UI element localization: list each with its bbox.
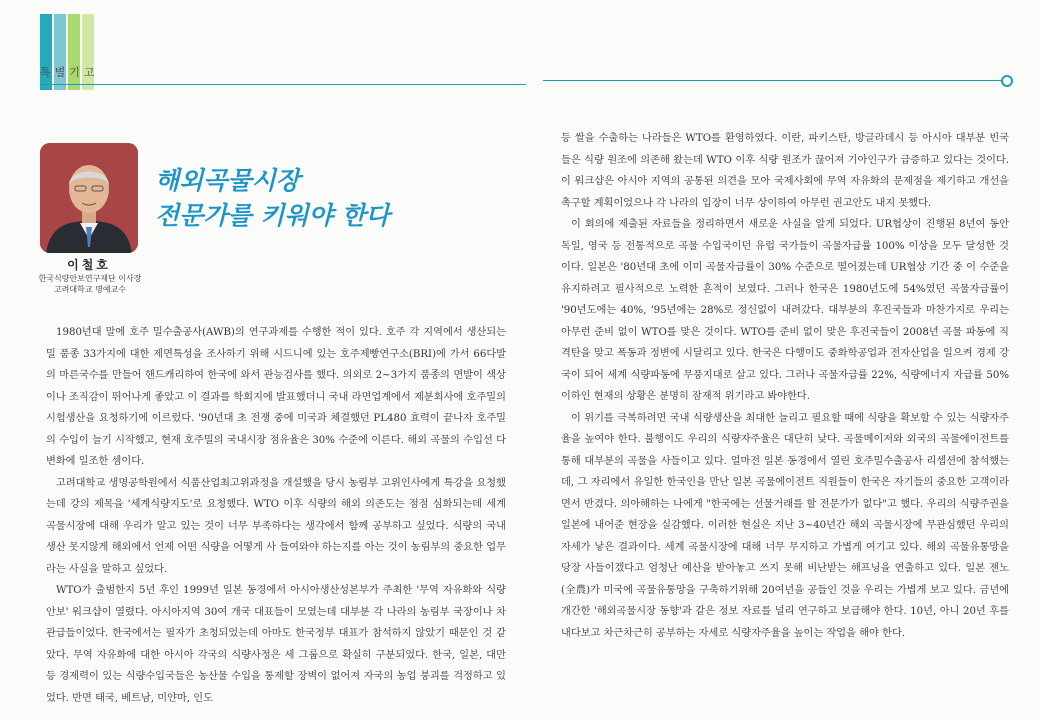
author-name: 이철호 xyxy=(67,258,111,272)
body-paragraph: 고려대학교 생명공학원에서 식품산업최고위과정을 개설했을 당시 농림부 고위인사에게 특강을 요청했는데 강의 제목을 '세계식량지도'로 요청했다. WTO 이후 식량의 해외 의존도는 점점 심화되는데 세계 곡물시장에 대해 우리가 알고 있는 것이 너무 부족하다는 생각에서 함께 공부하고 싶었다. 식량의 국내 생산 못지않게 해외에서 언제 어떤 식량을 어떻게 사 들여와야 하는지를 아는 것이 농림부의 중요한 업무라는 사실을 말하고 싶었다. xyxy=(46,477,506,575)
author-affiliation-1: 한국식량안보연구재단 이사장 xyxy=(38,274,142,283)
header-rule-left xyxy=(40,84,526,85)
body-paragraph: 이 회의에 제출된 자료들을 정리하면서 새로운 사실을 알게 되었다. UR협상이 진행된 8년여 동안 독일, 영국 등 전통적으로 곡물 수입국이던 유럽 국가들이 곡물자급률 100% 이상을 모두 달성한 것이다. 일본은 '80년대 초에 이미 곡물자급률이 30% 수준으로 떨어졌는데 UR협상 기간 중 이 수준을 유지하려고 필사적으로 노력한 흔적이 보였다. 그러나 한국은 1980년도에 54%였던 곡물자급률이 '90년도에는 40%, '95년에는 28%로 정신없이 내려갔다. 대부분의 후진국들과 마찬가지로 우리는 아무런 준비 없이 WTO를 맞은 것이다. WTO를 준비 없이 맞은 후진국들이 2008년 곡물 파동에 직격탄을 맞고 폭동과 정변에 시달리고 있다. 한국은 다행이도 중화학공업과 전자산업을 일으켜 경제 강국이 되어 세계 식량파동에 무풍지대로 살고 있다. 그러나 곡물자급률 22%, 식량에너지 자급률 50% 이하인 현재의 상황은 분명히 잠재적 위기라고 봐야한다. xyxy=(561,219,1009,402)
body-paragraph: 이 위기를 극복하려면 국내 식량생산을 최대한 늘리고 필요할 때에 식량을 확보할 수 있는 식량자주율을 높여야 한다. 불행이도 우리의 식량자주율은 대단히 낮다. 곡물메이저와 외국의 곡물에이전트를 통해 대부분의 곡물을 사들이고 있다. 얼마전 일본 동경에서 열린 호주밀수출공사 리셉션에 참석했는데, 그 자리에서 유일한 한국인을 만난 일본 곡물에이전트 직원들이 한국은 자기들의 중요한 고객이라면서 반겼다. 의아해하는 나에게 "한국에는 선물거래를 할 전문가가 없다"고 했다. 우리의 식량주권을 일본에 내어준 현장을 실감했다. 이러한 현실은 지난 3~40년간 해외 곡물시장에 무관심했던 우리의 자세가 낳은 결과이다. 세계 곡물시장에 대해 너무 무지하고 가볍게 여기고 있다. 해외 곡물유통망을 당장 사들이겠다고 엄청난 예산을 받아놓고 쓰지 못해 비난받는 해프닝을 연출하고 있다. 일본 젠노(全農)가 미국에 곡물유통망을 구축하기위해 20여년을 공들인 것을 우리는 가볍게 보고 있다. 금년에 개간한 '해외곡물시장 동향'과 같은 정보 자료를 널리 연구하고 보급해야 한다. 10년, 아니 20년 후를 내다보고 차근차근히 공부하는 자세로 식량자주율을 높이는 작업을 해야 한다. xyxy=(561,412,1009,639)
body-column-right xyxy=(561,128,1009,644)
author-photo xyxy=(40,143,138,253)
body-column-left xyxy=(46,322,506,709)
section-label: 특별기고 xyxy=(40,66,99,79)
header-rule-right xyxy=(543,80,1003,81)
header-rule-end-marker xyxy=(1001,75,1013,87)
body-paragraph: 1980년대 말에 호주 밀수출공사(AWB)의 연구과제를 수행한 적이 있다. 호주 각 지역에서 생산되는 밀 품종 33가지에 대한 제면특성을 조사하기 위해 시드니에 있는 호주제빵연구소(BRI)에 가서 66다발의 마른국수를 만들어 핸드캐리하여 한국에 와서 관능검사를 했다. 의외로 2~3가지 품종의 면발이 색상이나 조직감이 뛰어나게 좋았고 이 결과를 학회지에 발표했더니 국내 라면업계에서 제분회사에 호주밀의 시험생산을 요청하기에 이르렀다. '90년대 초 전쟁 중에 미국과 체결했던 PL480 효력이 끝나자 호주밀의 수입이 늘기 시작했고, 현재 호주밀의 국내시장 점유율은 30% 수준에 이른다. 해외 곡물의 수입선 다변화에 일조한 셈이다. xyxy=(46,327,506,467)
article-title xyxy=(155,163,390,233)
body-paragraph: 등 쌀을 수출하는 나라들은 WTO를 환영하였다. 이란, 파키스탄, 방글라데시 등 아시아 대부분 빈국들은 식량 원조에 의존해 왔는데 WTO 이후 식량 원조가 끊어져 기아인구가 급증하고 있다는 것이다. 이 워크샵은 아시아 지역의 공통된 의견을 모아 국제사회에 무역 자유화의 문제점을 제기하고 개선을 촉구할 계획이었으나 각 나라의 입장이 너무 상이하여 아무런 권고안도 내지 못했다. xyxy=(561,133,1009,209)
article-title-line-2: 전문가를 키워야 한다 xyxy=(155,201,390,230)
body-paragraph: WTO가 출범한지 5년 후인 1999년 일본 동경에서 아시아생산성본부가 주최한 '무역 자유화와 식량 안보' 워크샵이 열렸다. 아시아지역 30여 개국 대표들이 모였는데 대부분 각 나라의 농림부 국장이나 차관급들이었다. 한국에서는 필자가 초청되었는데 아마도 한국정부 대표가 참석하지 않았기 때문인 것 같았다. 무역 자유화에 대한 아시아 각국의 식량사정은 세 그룹으로 확실히 구분되었다. 한국, 일본, 대만 등 경제력이 있는 식량수입국들은 농산물 수입을 통제할 장벽이 없어져 자국의 농업 붕괴를 걱정하고 있었다. 반면 태국, 베트남, 미얀마, 인도 xyxy=(46,585,506,704)
author-affiliation-2: 고려대학교 명예교수 xyxy=(53,285,127,294)
article-title-line-1: 해외곡물시장 xyxy=(155,166,300,195)
